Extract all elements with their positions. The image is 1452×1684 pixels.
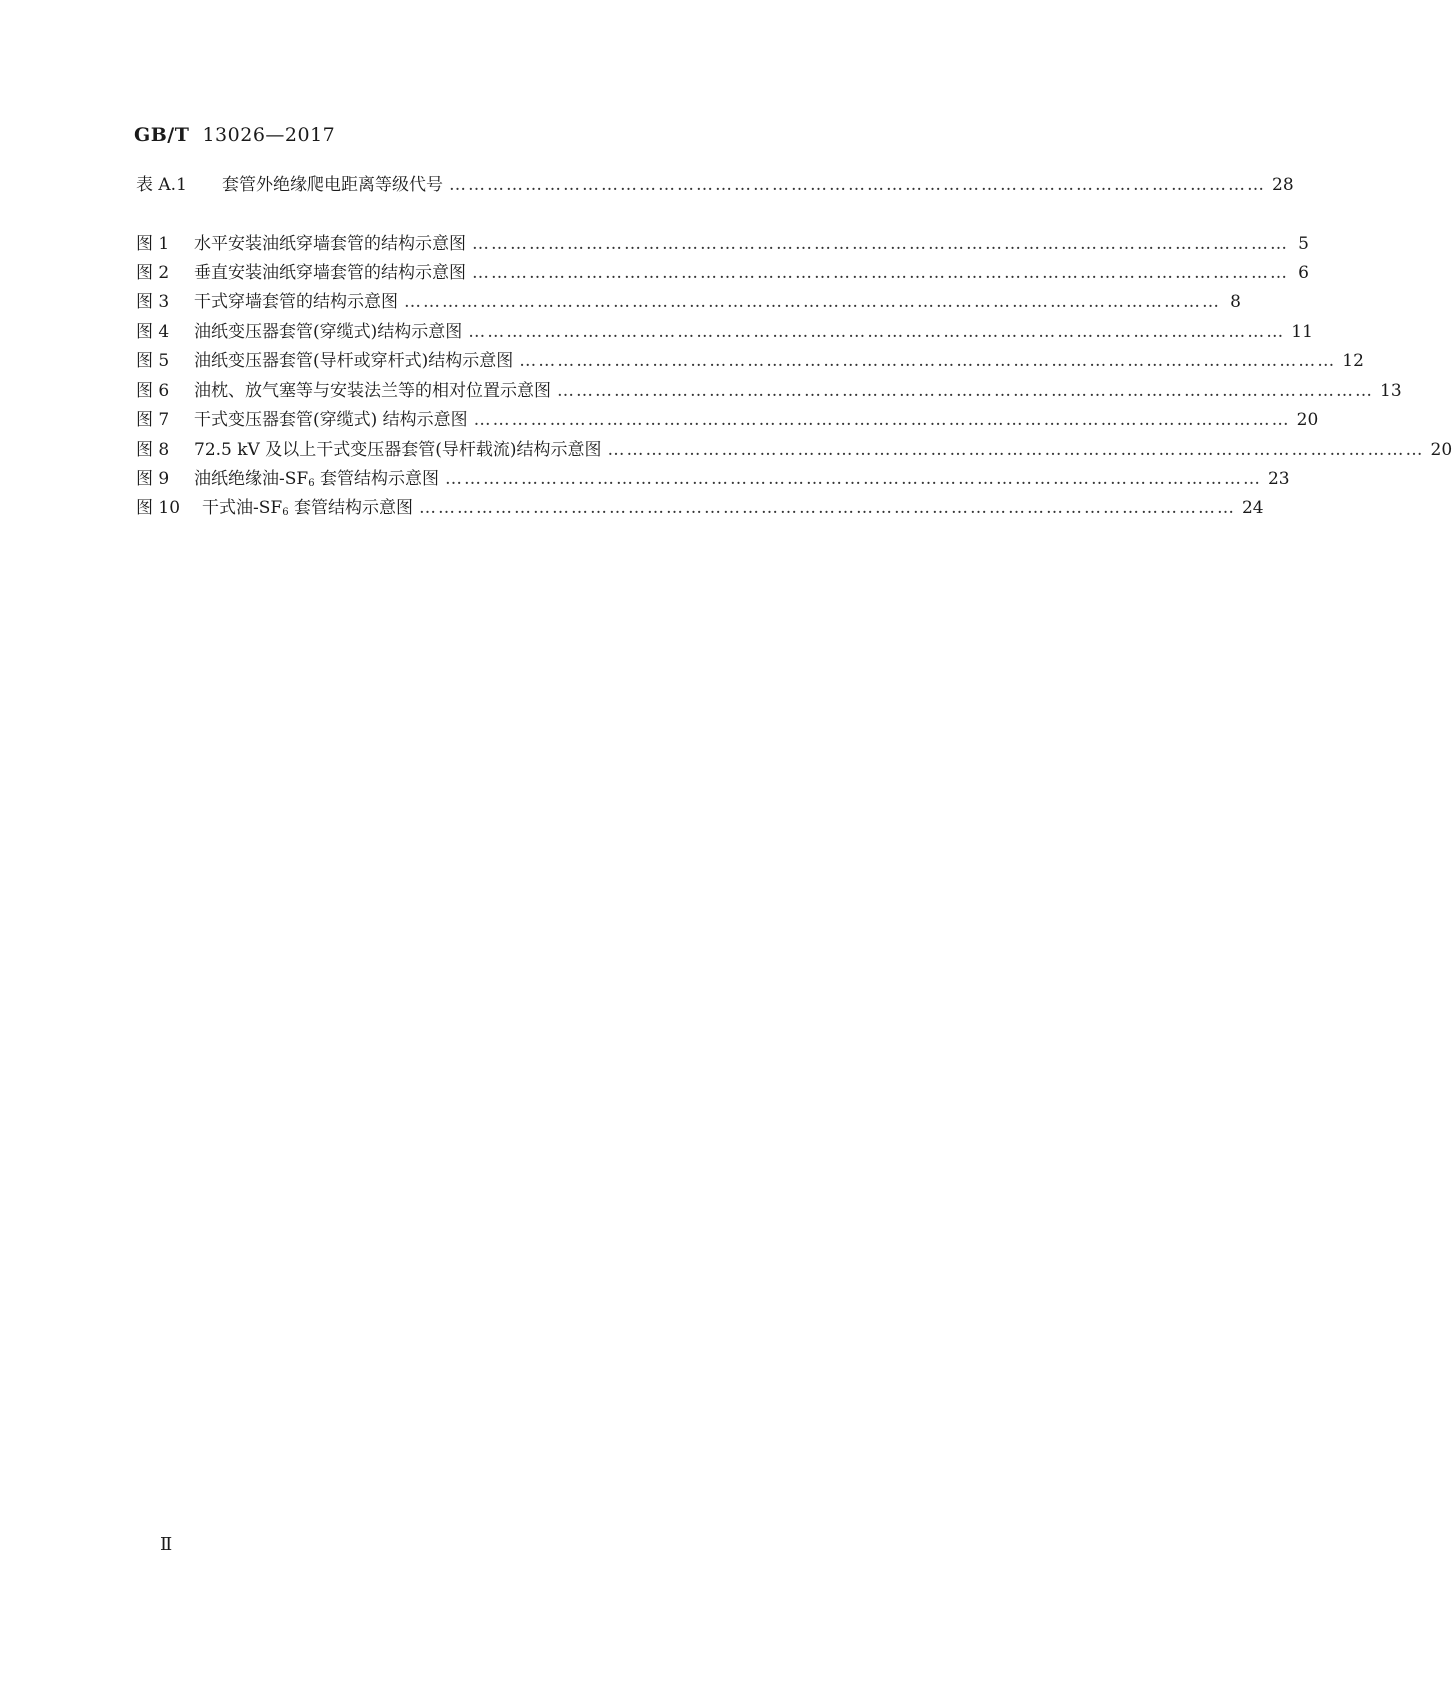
toc-label: 图 4 bbox=[136, 322, 170, 342]
toc-label: 图 6 bbox=[136, 381, 170, 401]
toc-page: 24 bbox=[1241, 498, 1264, 518]
toc-title: 水平安装油纸穿墙套管的结构示意图 bbox=[194, 234, 466, 254]
toc-entry-figure-9[interactable] bbox=[136, 464, 1290, 489]
toc-label: 图 9 bbox=[136, 469, 170, 489]
toc-title: 套管外绝缘爬电距离等级代号 bbox=[222, 175, 443, 195]
toc-leader: ………………………………………………………………………………………………………………… bbox=[472, 263, 1289, 283]
toc-page: 13 bbox=[1380, 381, 1402, 401]
toc-leader: ………………………………………………………………………………………………………………… bbox=[418, 498, 1236, 518]
toc-page: 20 bbox=[1430, 440, 1452, 460]
toc-leader: ………………………………………………………………………………………………………………… bbox=[444, 469, 1262, 489]
standard-number: 13026—2017 bbox=[202, 124, 336, 146]
toc-title: 干式穿墙套管的结构示意图 bbox=[194, 292, 398, 312]
toc-entry-figure-7[interactable] bbox=[136, 405, 1319, 430]
toc-entry-figure-6[interactable] bbox=[136, 376, 1402, 401]
toc-label: 图 5 bbox=[136, 351, 170, 371]
toc-page: 5 bbox=[1298, 234, 1309, 254]
toc-title-pre: 油纸绝缘油-SF bbox=[194, 469, 309, 489]
toc-page: 6 bbox=[1298, 263, 1309, 283]
toc-title-pre: 干式油-SF bbox=[202, 498, 283, 518]
toc-label: 图 2 bbox=[136, 263, 170, 283]
toc-leader: ………………………………………………………………………………………………………………… bbox=[449, 175, 1266, 195]
toc-entry-figure-1[interactable] bbox=[136, 229, 1309, 254]
toc-label: 图 8 bbox=[136, 440, 170, 460]
toc-page: 23 bbox=[1267, 469, 1290, 489]
toc-title-post: 套管结构示意图 bbox=[288, 498, 413, 518]
toc-entry-figure-3[interactable] bbox=[136, 287, 1241, 312]
toc-label: 图 7 bbox=[136, 410, 170, 430]
toc-entry-table-a1[interactable] bbox=[136, 170, 1294, 195]
toc-title: 72.5 kV 及以上干式变压器套管(导杆载流)结构示意图 bbox=[194, 440, 602, 460]
toc-leader: ………………………………………………………………………………………………………………… bbox=[468, 322, 1286, 342]
toc-page: 20 bbox=[1296, 410, 1319, 430]
toc-leader: ………………………………………………………………………………………………………………… bbox=[519, 351, 1337, 371]
toc-title: 油枕、放气塞等与安装法兰等的相对位置示意图 bbox=[194, 381, 551, 401]
toc-title bbox=[194, 464, 439, 489]
toc-leader: ………………………………………………………………………………………………………………… bbox=[472, 234, 1289, 254]
toc-title-subscript: 6 bbox=[282, 507, 289, 518]
toc-page: 8 bbox=[1230, 292, 1241, 312]
toc-title-subscript: 6 bbox=[308, 478, 315, 489]
toc-entry-figure-2[interactable] bbox=[136, 258, 1309, 283]
toc-page: 28 bbox=[1272, 175, 1294, 195]
toc-entry-figure-4[interactable] bbox=[136, 317, 1313, 342]
toc-title: 油纸变压器套管(穿缆式)结构示意图 bbox=[194, 322, 463, 342]
toc-title-post: 套管结构示意图 bbox=[314, 469, 439, 489]
toc-title: 干式变压器套管(穿缆式) 结构示意图 bbox=[194, 410, 468, 430]
toc-leader: ………………………………………………………………………………………………………………… bbox=[557, 381, 1374, 401]
toc-leader: ………………………………………………………………………………………………………………… bbox=[404, 292, 1221, 312]
toc-title bbox=[202, 493, 413, 518]
toc-entry-figure-5[interactable] bbox=[136, 346, 1364, 371]
page-number: Ⅱ bbox=[160, 1534, 173, 1555]
toc-label: 图 1 bbox=[136, 234, 170, 254]
toc-page: 11 bbox=[1291, 322, 1313, 342]
toc-label: 图 10 bbox=[136, 498, 181, 518]
toc-leader: ………………………………………………………………………………………………………………… bbox=[607, 440, 1425, 460]
document-header bbox=[134, 124, 335, 146]
toc-label: 表 A.1 bbox=[136, 175, 187, 195]
toc-label: 图 3 bbox=[136, 292, 170, 312]
toc-leader: ………………………………………………………………………………………………………………… bbox=[473, 410, 1291, 430]
toc-page: 12 bbox=[1342, 351, 1364, 371]
toc-title: 垂直安装油纸穿墙套管的结构示意图 bbox=[194, 263, 466, 283]
toc-entry-figure-10[interactable] bbox=[136, 493, 1264, 518]
standard-code: GB/T bbox=[134, 124, 190, 146]
toc-title: 油纸变压器套管(导杆或穿杆式)结构示意图 bbox=[194, 351, 514, 371]
toc-entry-figure-8[interactable] bbox=[136, 435, 1452, 460]
